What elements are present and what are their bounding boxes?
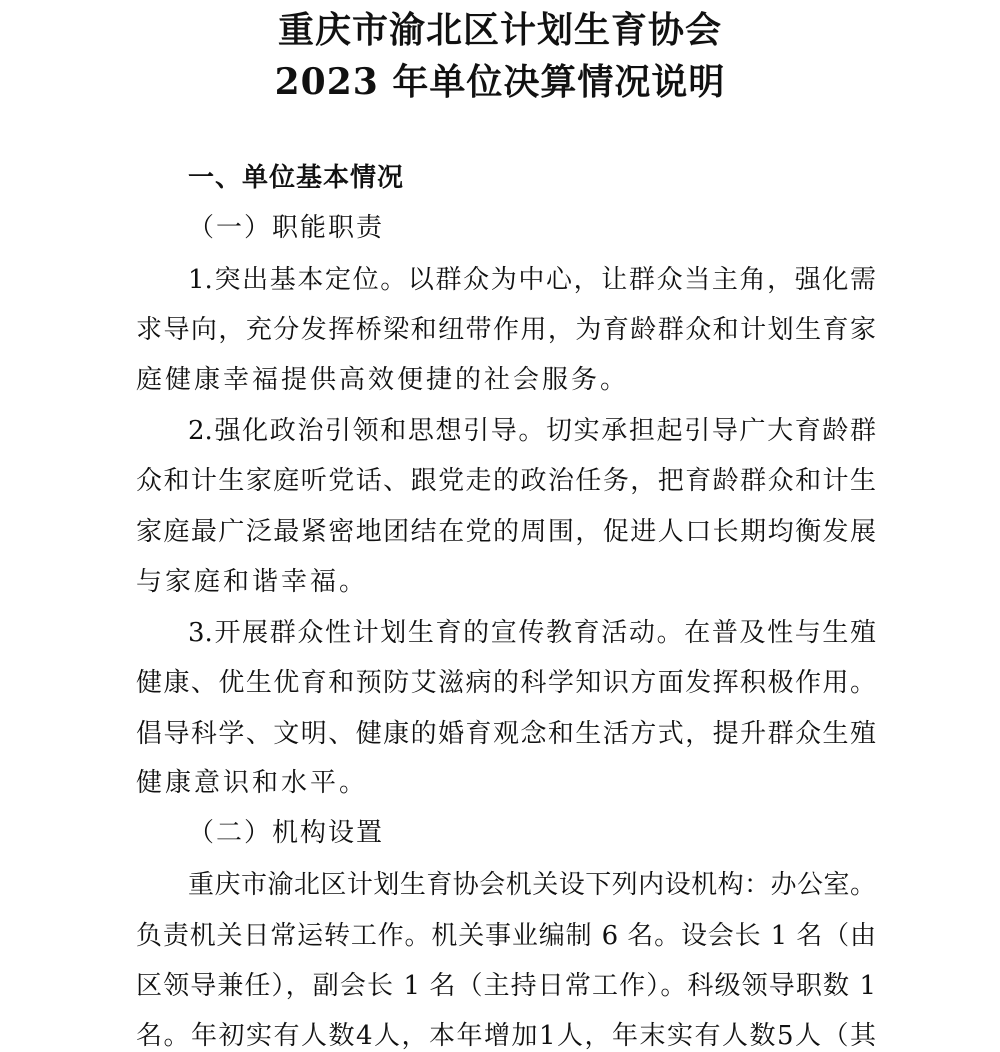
paragraph-line: 众和计生家庭听党话、跟党走的政治任务，把育龄群众和计生 [136, 466, 876, 496]
paragraph-line: 庭健康幸福提供高效便捷的社会服务。 [136, 365, 630, 395]
paragraph-line: 1.突出基本定位。以群众为中心，让群众当主角，强化需 [188, 265, 876, 295]
paragraph-line: 区领导兼任），副会长 1 名（主持日常工作）。科级领导职数 1 [136, 971, 876, 1001]
paragraph-line: 健康、优生优育和预防艾滋病的科学知识方面发挥积极作用。 [136, 668, 876, 698]
paragraph-line: 负责机关日常运转工作。机关事业编制 6 名。设会长 1 名（由 [136, 921, 876, 951]
paragraph-line: 倡导科学、文明、健康的婚育观念和生活方式，提升群众生殖 [136, 719, 876, 749]
document-title-line1: 重庆市渝北区计划生育协会 [277, 9, 722, 51]
paragraph-line: 3.开展群众性计划生育的宣传教育活动。在普及性与生殖 [188, 618, 876, 648]
paragraph-line: 家庭最广泛最紧密地团结在党的周围，促进人口长期均衡发展 [136, 517, 876, 547]
paragraph-line: 名。年初实有人数4人，本年增加1人，年末实有人数5人（其 [136, 1021, 876, 1051]
subsection-heading-organization: （二）机构设置 [188, 818, 385, 848]
paragraph-line: 2.强化政治引领和思想引导。切实承担起引导广大育龄群 [188, 416, 876, 446]
subsection-heading-functions: （一）职能职责 [188, 213, 385, 243]
document-title-line2: 2023 年单位决算情况说明 [274, 61, 726, 103]
paragraph-line: 与家庭和谐幸福。 [136, 567, 369, 597]
paragraph-line: 健康意识和水平。 [136, 768, 369, 798]
paragraph-line: 求导向，充分发挥桥梁和纽带作用，为育龄群众和计划生育家 [136, 315, 876, 345]
paragraph-line: 重庆市渝北区计划生育协会机关设下列内设机构：办公室。 [188, 870, 876, 900]
section-heading-basic-info: 一、单位基本情况 [188, 163, 405, 193]
